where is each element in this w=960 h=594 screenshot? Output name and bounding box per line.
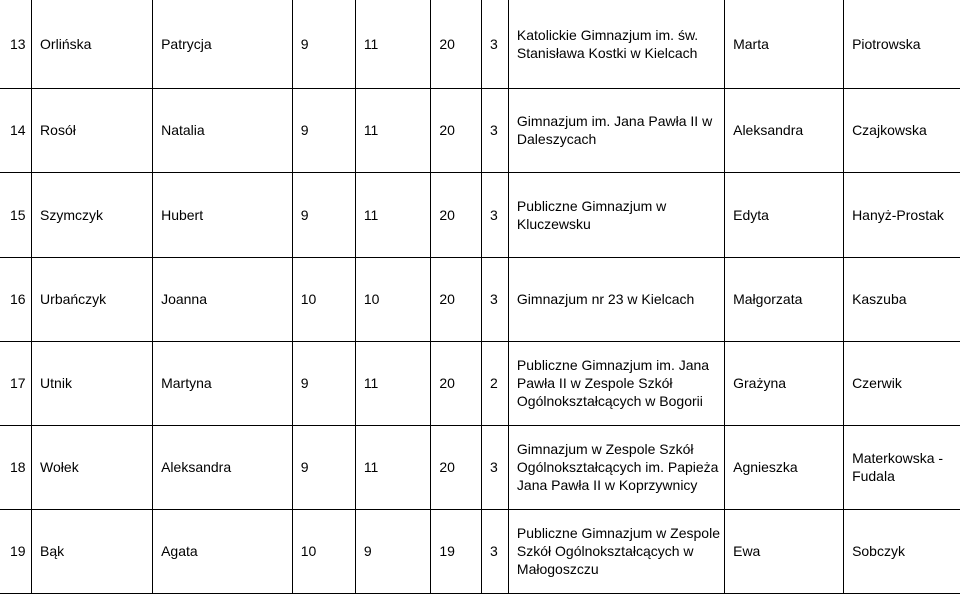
student-surname: Wołek: [32, 425, 153, 509]
school-name: Katolickie Gimnazjum im. św. Stanisława Kostki w Kielcach: [508, 0, 724, 88]
student-first-name: Natalia: [153, 88, 293, 172]
table-row: [0, 172, 960, 257]
place-value: 2: [482, 341, 509, 425]
score-part-1: 9: [292, 88, 355, 172]
teacher-last-name: Kaszuba: [844, 257, 960, 341]
score-total: 20: [431, 341, 482, 425]
row-number: 13: [0, 0, 32, 88]
teacher-last-name: Materkowska - Fudala: [844, 425, 960, 509]
score-total: 19: [431, 509, 482, 593]
student-surname: Bąk: [32, 509, 153, 593]
score-part-1: 9: [292, 172, 355, 257]
teacher-first-name: Ewa: [725, 509, 844, 593]
teacher-last-name: Czajkowska: [844, 88, 960, 172]
score-total: 20: [431, 425, 482, 509]
row-number: 14: [0, 88, 32, 172]
score-part-2: 11: [355, 425, 431, 509]
row-number: 18: [0, 425, 32, 509]
place-value: 3: [482, 0, 509, 88]
teacher-first-name: Agnieszka: [725, 425, 844, 509]
row-number: 15: [0, 172, 32, 257]
table-row: [0, 425, 960, 509]
score-part-1: 9: [292, 341, 355, 425]
place-value: 3: [482, 509, 509, 593]
score-part-1: 9: [292, 0, 355, 88]
score-part-1: 9: [292, 425, 355, 509]
score-part-2: 11: [355, 88, 431, 172]
school-name: Gimnazjum w Zespole Szkół Ogólnokształcących im. Papieża Jana Pawła II w Koprzywnicy: [508, 425, 724, 509]
teacher-last-name: Sobczyk: [844, 509, 960, 593]
teacher-first-name: Małgorzata: [725, 257, 844, 341]
score-part-2: 11: [355, 172, 431, 257]
table-row: [0, 257, 960, 341]
teacher-last-name: Piotrowska: [844, 0, 960, 88]
student-first-name: Joanna: [153, 257, 293, 341]
student-surname: Utnik: [32, 341, 153, 425]
student-first-name: Agata: [153, 509, 293, 593]
school-name: Publiczne Gimnazjum w Zespole Szkół Ogólnokształcących w Małogoszczu: [508, 509, 724, 593]
teacher-first-name: Aleksandra: [725, 88, 844, 172]
student-first-name: Aleksandra: [153, 425, 293, 509]
student-first-name: Patrycja: [153, 0, 293, 88]
place-value: 3: [482, 257, 509, 341]
score-total: 20: [431, 172, 482, 257]
student-surname: Orlińska: [32, 0, 153, 88]
score-part-1: 10: [292, 257, 355, 341]
score-part-1: 10: [292, 509, 355, 593]
school-name: Gimnazjum nr 23 w Kielcach: [508, 257, 724, 341]
teacher-last-name: Czerwik: [844, 341, 960, 425]
row-number: 19: [0, 509, 32, 593]
teacher-last-name: Hanyż-Prostak: [844, 172, 960, 257]
student-first-name: Hubert: [153, 172, 293, 257]
place-value: 3: [482, 425, 509, 509]
score-total: 20: [431, 257, 482, 341]
school-name: Publiczne Gimnazjum im. Jana Pawła II w Zespole Szkół Ogólnokształcących w Bogorii: [508, 341, 724, 425]
teacher-first-name: Grażyna: [725, 341, 844, 425]
place-value: 3: [482, 172, 509, 257]
score-total: 20: [431, 0, 482, 88]
table-row: [0, 88, 960, 172]
score-part-2: 11: [355, 341, 431, 425]
table-row: [0, 509, 960, 593]
score-part-2: 11: [355, 0, 431, 88]
student-surname: Urbańczyk: [32, 257, 153, 341]
student-first-name: Martyna: [153, 341, 293, 425]
table-row: [0, 341, 960, 425]
school-name: Publiczne Gimnazjum w Kluczewsku: [508, 172, 724, 257]
student-surname: Rosół: [32, 88, 153, 172]
teacher-first-name: Marta: [725, 0, 844, 88]
score-part-2: 9: [355, 509, 431, 593]
row-number: 17: [0, 341, 32, 425]
score-total: 20: [431, 88, 482, 172]
place-value: 3: [482, 88, 509, 172]
school-name: Gimnazjum im. Jana Pawła II w Daleszycach: [508, 88, 724, 172]
student-surname: Szymczyk: [32, 172, 153, 257]
table-row: [0, 0, 960, 88]
score-part-2: 10: [355, 257, 431, 341]
teacher-first-name: Edyta: [725, 172, 844, 257]
row-number: 16: [0, 257, 32, 341]
